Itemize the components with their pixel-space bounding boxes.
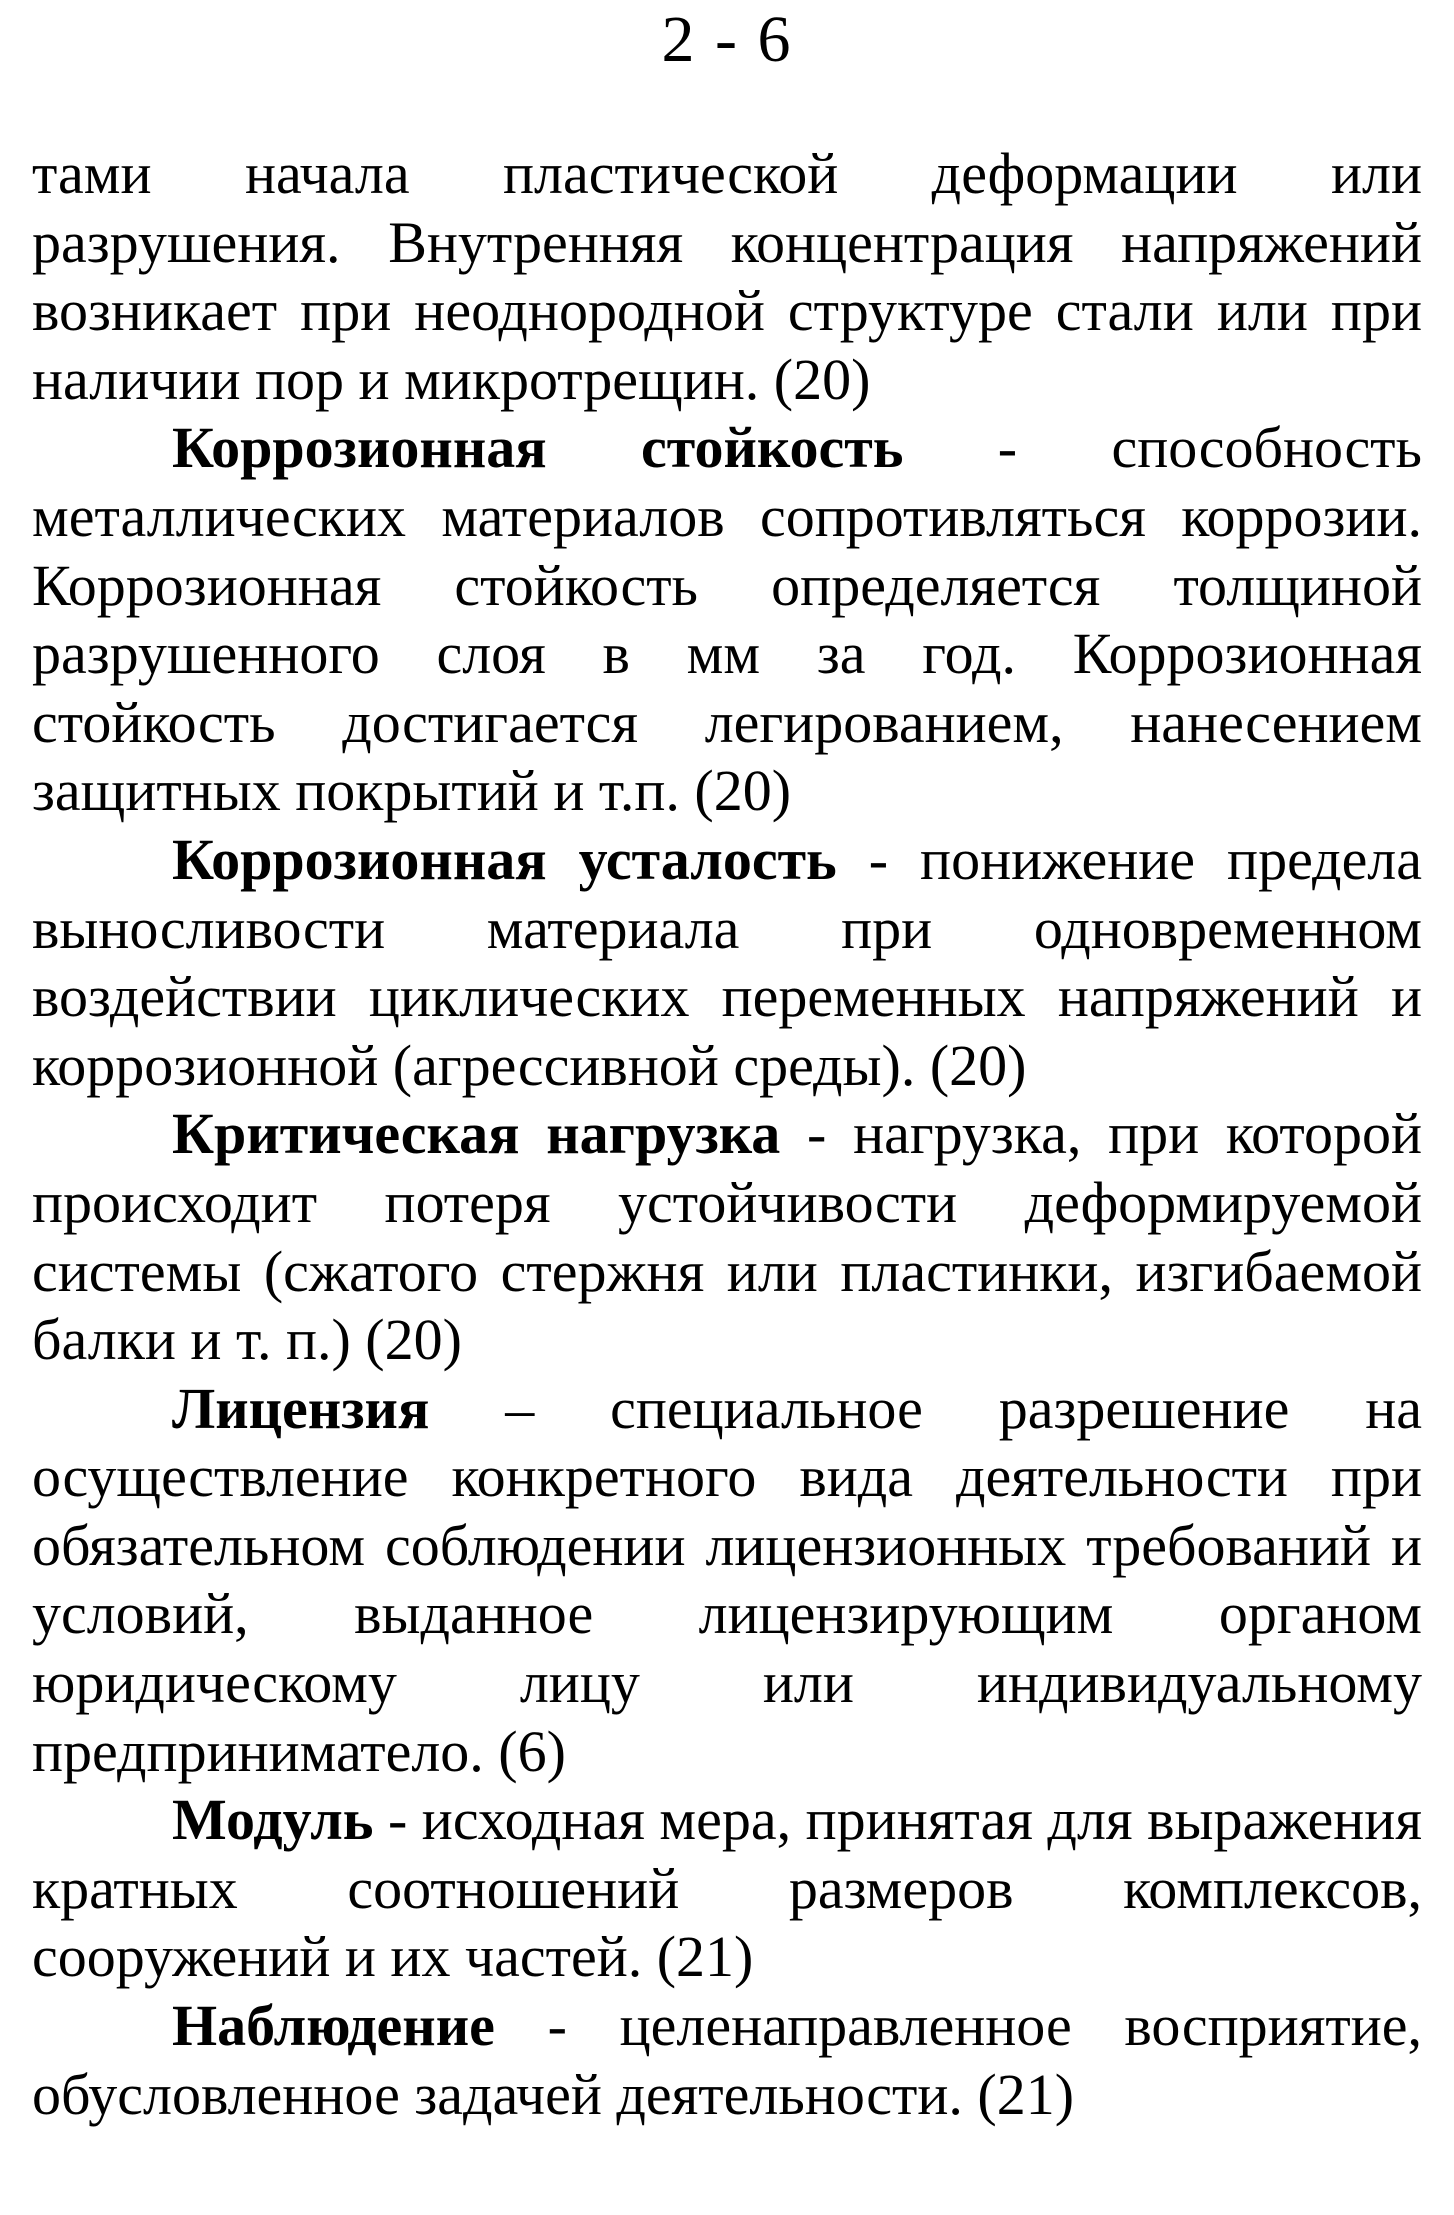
entry-term: Коррозионная усталость (172, 826, 837, 892)
entry-definition: - нагрузка, при которой происходит потеря устойчивости деформируемой системы (сжатого стержня или пластинки, изгибаемой балки и т. п.) (20) (32, 1101, 1422, 1373)
entry-definition: - исходная мера, принятая для выражения кратных соотношений размеров комплексов, сооружений и их частей. (21) (32, 1787, 1422, 1990)
glossary-entry (32, 1375, 1422, 1787)
glossary-entry (32, 1100, 1422, 1374)
glossary-entry (32, 826, 1422, 1100)
page-number: 2 - 6 (661, 3, 793, 76)
entry-definition: - понижение предела выносливости материала при одновременном воздействии циклических переменных напряжений и коррозионной (агрессивной среды). (20) (32, 826, 1422, 1098)
entry-term: Модуль (172, 1787, 374, 1853)
entry-term: Лицензия (172, 1375, 430, 1441)
entry-term: Критическая нагрузка (172, 1101, 781, 1167)
glossary-entry (32, 414, 1422, 826)
entry-term: Коррозионная стойкость (172, 415, 904, 481)
entry-definition: – специальное разрешение на осуществление конкретного вида деятельности при обязательном соблюдении лицензионных требований и условий, выданное лицензирующим органом юридическому лицу или индивидуальному предприниматело. (6) (32, 1375, 1422, 1784)
continued-paragraph: тами начала пластической деформации или разрушения. Внутренняя концентрация напряжений возникает при неоднородной структуре стали или при наличии пор и микротрещин. (20) (32, 141, 1422, 412)
glossary-entry (32, 1786, 1422, 1992)
glossary-entry (32, 1992, 1422, 2129)
entry-definition: - целенаправленное восприятие, обусловленное задачей деятельности. (21) (32, 1993, 1422, 2127)
entry-term: Наблюдение (172, 1993, 495, 2059)
entry-definition: - способность металлических материалов сопротивляться коррозии. Коррозионная стойкость определяется толщиной разрушенного слоя в мм за год. Коррозионная стойкость достигается легированием, нанесением защитных покрытий и т.п. (20) (32, 415, 1422, 824)
glossary-body (32, 140, 1422, 2129)
